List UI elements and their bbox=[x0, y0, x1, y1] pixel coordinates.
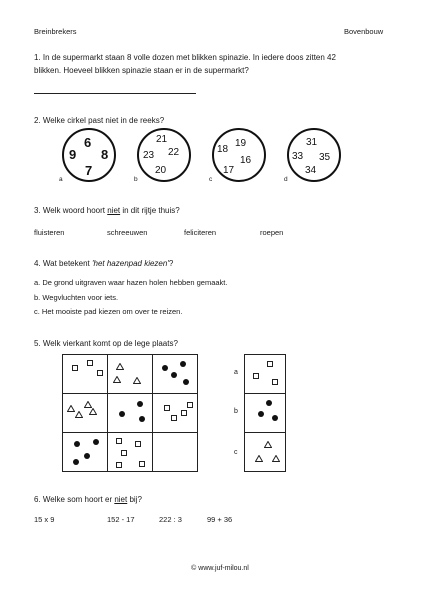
circle-d-number: 31 bbox=[306, 137, 318, 148]
question-1 bbox=[34, 51, 414, 77]
dot-shape bbox=[119, 411, 125, 417]
question-6-title bbox=[34, 493, 142, 506]
triangle-shape bbox=[89, 408, 97, 415]
triangle-shape bbox=[272, 455, 280, 462]
square-shape bbox=[164, 405, 170, 411]
answer-line bbox=[34, 93, 196, 94]
dot-shape bbox=[171, 372, 177, 378]
dot-shape bbox=[272, 415, 278, 421]
dot-shape bbox=[180, 361, 186, 367]
sum-option: 152 - 17 bbox=[107, 515, 135, 524]
circle-b-label: b bbox=[134, 176, 138, 183]
dot-shape bbox=[183, 379, 189, 385]
square-shape bbox=[267, 361, 273, 367]
dot-shape bbox=[84, 453, 90, 459]
question-4-title-text: 4. Wat betekent bbox=[34, 259, 92, 268]
question-4-title-end: ? bbox=[168, 259, 174, 268]
header-left: Breinbrekers bbox=[34, 27, 77, 36]
square-shape bbox=[121, 450, 127, 456]
triangle-shape bbox=[75, 411, 83, 418]
question-6-emphasis: niet bbox=[114, 495, 128, 504]
word-option: fluisteren bbox=[34, 228, 65, 237]
square-shape bbox=[116, 438, 122, 444]
circle-a bbox=[62, 128, 116, 182]
empty-cell bbox=[152, 432, 198, 472]
question-3-title-text: 3. Welk woord hoort bbox=[34, 206, 108, 215]
square-shape bbox=[97, 370, 103, 376]
circle-b-number: 23 bbox=[143, 150, 155, 161]
word-option: feliciteren bbox=[184, 228, 217, 237]
option-label-a: a bbox=[234, 369, 238, 376]
circle-b-number: 21 bbox=[156, 134, 168, 145]
circle-c-number: 17 bbox=[223, 165, 235, 176]
answer-option-a: a. De grond uitgraven waar hazen holen hebben gemaakt. bbox=[34, 278, 228, 287]
question-6-title-text: 6. Welke som hoort er bbox=[34, 495, 115, 504]
circle-a-label: a bbox=[59, 176, 63, 183]
square-shape bbox=[171, 415, 177, 421]
sum-option: 222 : 3 bbox=[159, 515, 182, 524]
square-shape bbox=[72, 365, 78, 371]
circle-a-number: 8 bbox=[101, 147, 109, 162]
word-option: roepen bbox=[260, 228, 284, 237]
circle-b bbox=[137, 128, 191, 182]
question-1-line-1: 1. In de supermarkt staan 8 volle dozen met blikken spinazie. In iedere doos zitten 42 bbox=[34, 53, 336, 62]
option-square-b bbox=[244, 393, 286, 433]
circle-b-number: 20 bbox=[155, 165, 167, 176]
square-shape bbox=[272, 379, 278, 385]
option-square-c bbox=[244, 432, 286, 472]
dot-shape bbox=[258, 411, 264, 417]
dot-shape bbox=[93, 439, 99, 445]
answer-option-b: b. Wegvluchten voor iets. bbox=[34, 293, 119, 302]
square-shape bbox=[139, 461, 145, 467]
question-1-line-2: blikken. Hoeveel blikken spinazie staan er in de supermarkt? bbox=[34, 66, 249, 75]
circle-d-number: 35 bbox=[319, 152, 331, 163]
question-2-title: 2. Welke cirkel past niet in de reeks? bbox=[34, 116, 165, 125]
grid-cell bbox=[62, 393, 108, 433]
circle-c bbox=[212, 128, 266, 182]
square-shape bbox=[135, 441, 141, 447]
footer-credit: © www.juf-milou.nl bbox=[191, 565, 249, 572]
dot-shape bbox=[137, 401, 143, 407]
square-shape bbox=[181, 410, 187, 416]
circle-c-number: 18 bbox=[217, 144, 229, 155]
circle-a-number: 7 bbox=[85, 163, 93, 178]
question-3-title-end: in dit rijtje thuis? bbox=[120, 206, 180, 215]
grid-cell bbox=[107, 432, 153, 472]
circle-c-number: 19 bbox=[235, 138, 247, 149]
word-option: schreeuwen bbox=[107, 228, 148, 237]
triangle-shape bbox=[113, 376, 121, 383]
circle-c-label: c bbox=[209, 176, 213, 183]
circle-d-number: 33 bbox=[292, 151, 304, 162]
question-3-title bbox=[34, 204, 180, 217]
grid-cell bbox=[152, 354, 198, 394]
dot-shape bbox=[266, 400, 272, 406]
dot-shape bbox=[162, 365, 168, 371]
square-shape bbox=[87, 360, 93, 366]
question-3-emphasis: niet bbox=[107, 206, 121, 215]
grid-cell bbox=[107, 354, 153, 394]
question-6-title-end: bij? bbox=[127, 495, 142, 504]
triangle-shape bbox=[116, 363, 124, 370]
header-right: Bovenbouw bbox=[344, 27, 384, 36]
circle-b-number: 22 bbox=[168, 147, 180, 158]
grid-cell bbox=[107, 393, 153, 433]
sum-option: 99 + 36 bbox=[207, 515, 233, 524]
dot-shape bbox=[73, 459, 79, 465]
question-5-title: 5. Welk vierkant komt op de lege plaats? bbox=[34, 339, 178, 348]
triangle-shape bbox=[84, 401, 92, 408]
option-label-c: c bbox=[234, 449, 238, 456]
option-square-a bbox=[244, 354, 286, 394]
circle-d-label: d bbox=[284, 176, 288, 183]
grid-cell bbox=[152, 393, 198, 433]
triangle-shape bbox=[67, 405, 75, 412]
circle-d-number: 34 bbox=[305, 165, 317, 176]
square-shape bbox=[116, 462, 122, 468]
grid-cell bbox=[62, 432, 108, 472]
question-4-title bbox=[34, 257, 173, 270]
answer-option-c: c. Het mooiste pad kiezen om over te reizen. bbox=[34, 307, 183, 316]
option-label-b: b bbox=[234, 408, 238, 415]
dot-shape bbox=[74, 441, 80, 447]
square-shape bbox=[253, 373, 259, 379]
circle-a-number: 9 bbox=[69, 147, 77, 162]
circle-c-number: 16 bbox=[240, 155, 252, 166]
circle-d bbox=[287, 128, 341, 182]
dot-shape bbox=[139, 416, 145, 422]
triangle-shape bbox=[255, 455, 263, 462]
question-4-expression: 'het hazenpad kiezen' bbox=[91, 259, 169, 268]
grid-cell bbox=[62, 354, 108, 394]
square-shape bbox=[187, 402, 193, 408]
triangle-shape bbox=[264, 441, 272, 448]
sum-option: 15 x 9 bbox=[34, 515, 55, 524]
triangle-shape bbox=[133, 377, 141, 384]
circle-a-number: 6 bbox=[84, 135, 92, 150]
